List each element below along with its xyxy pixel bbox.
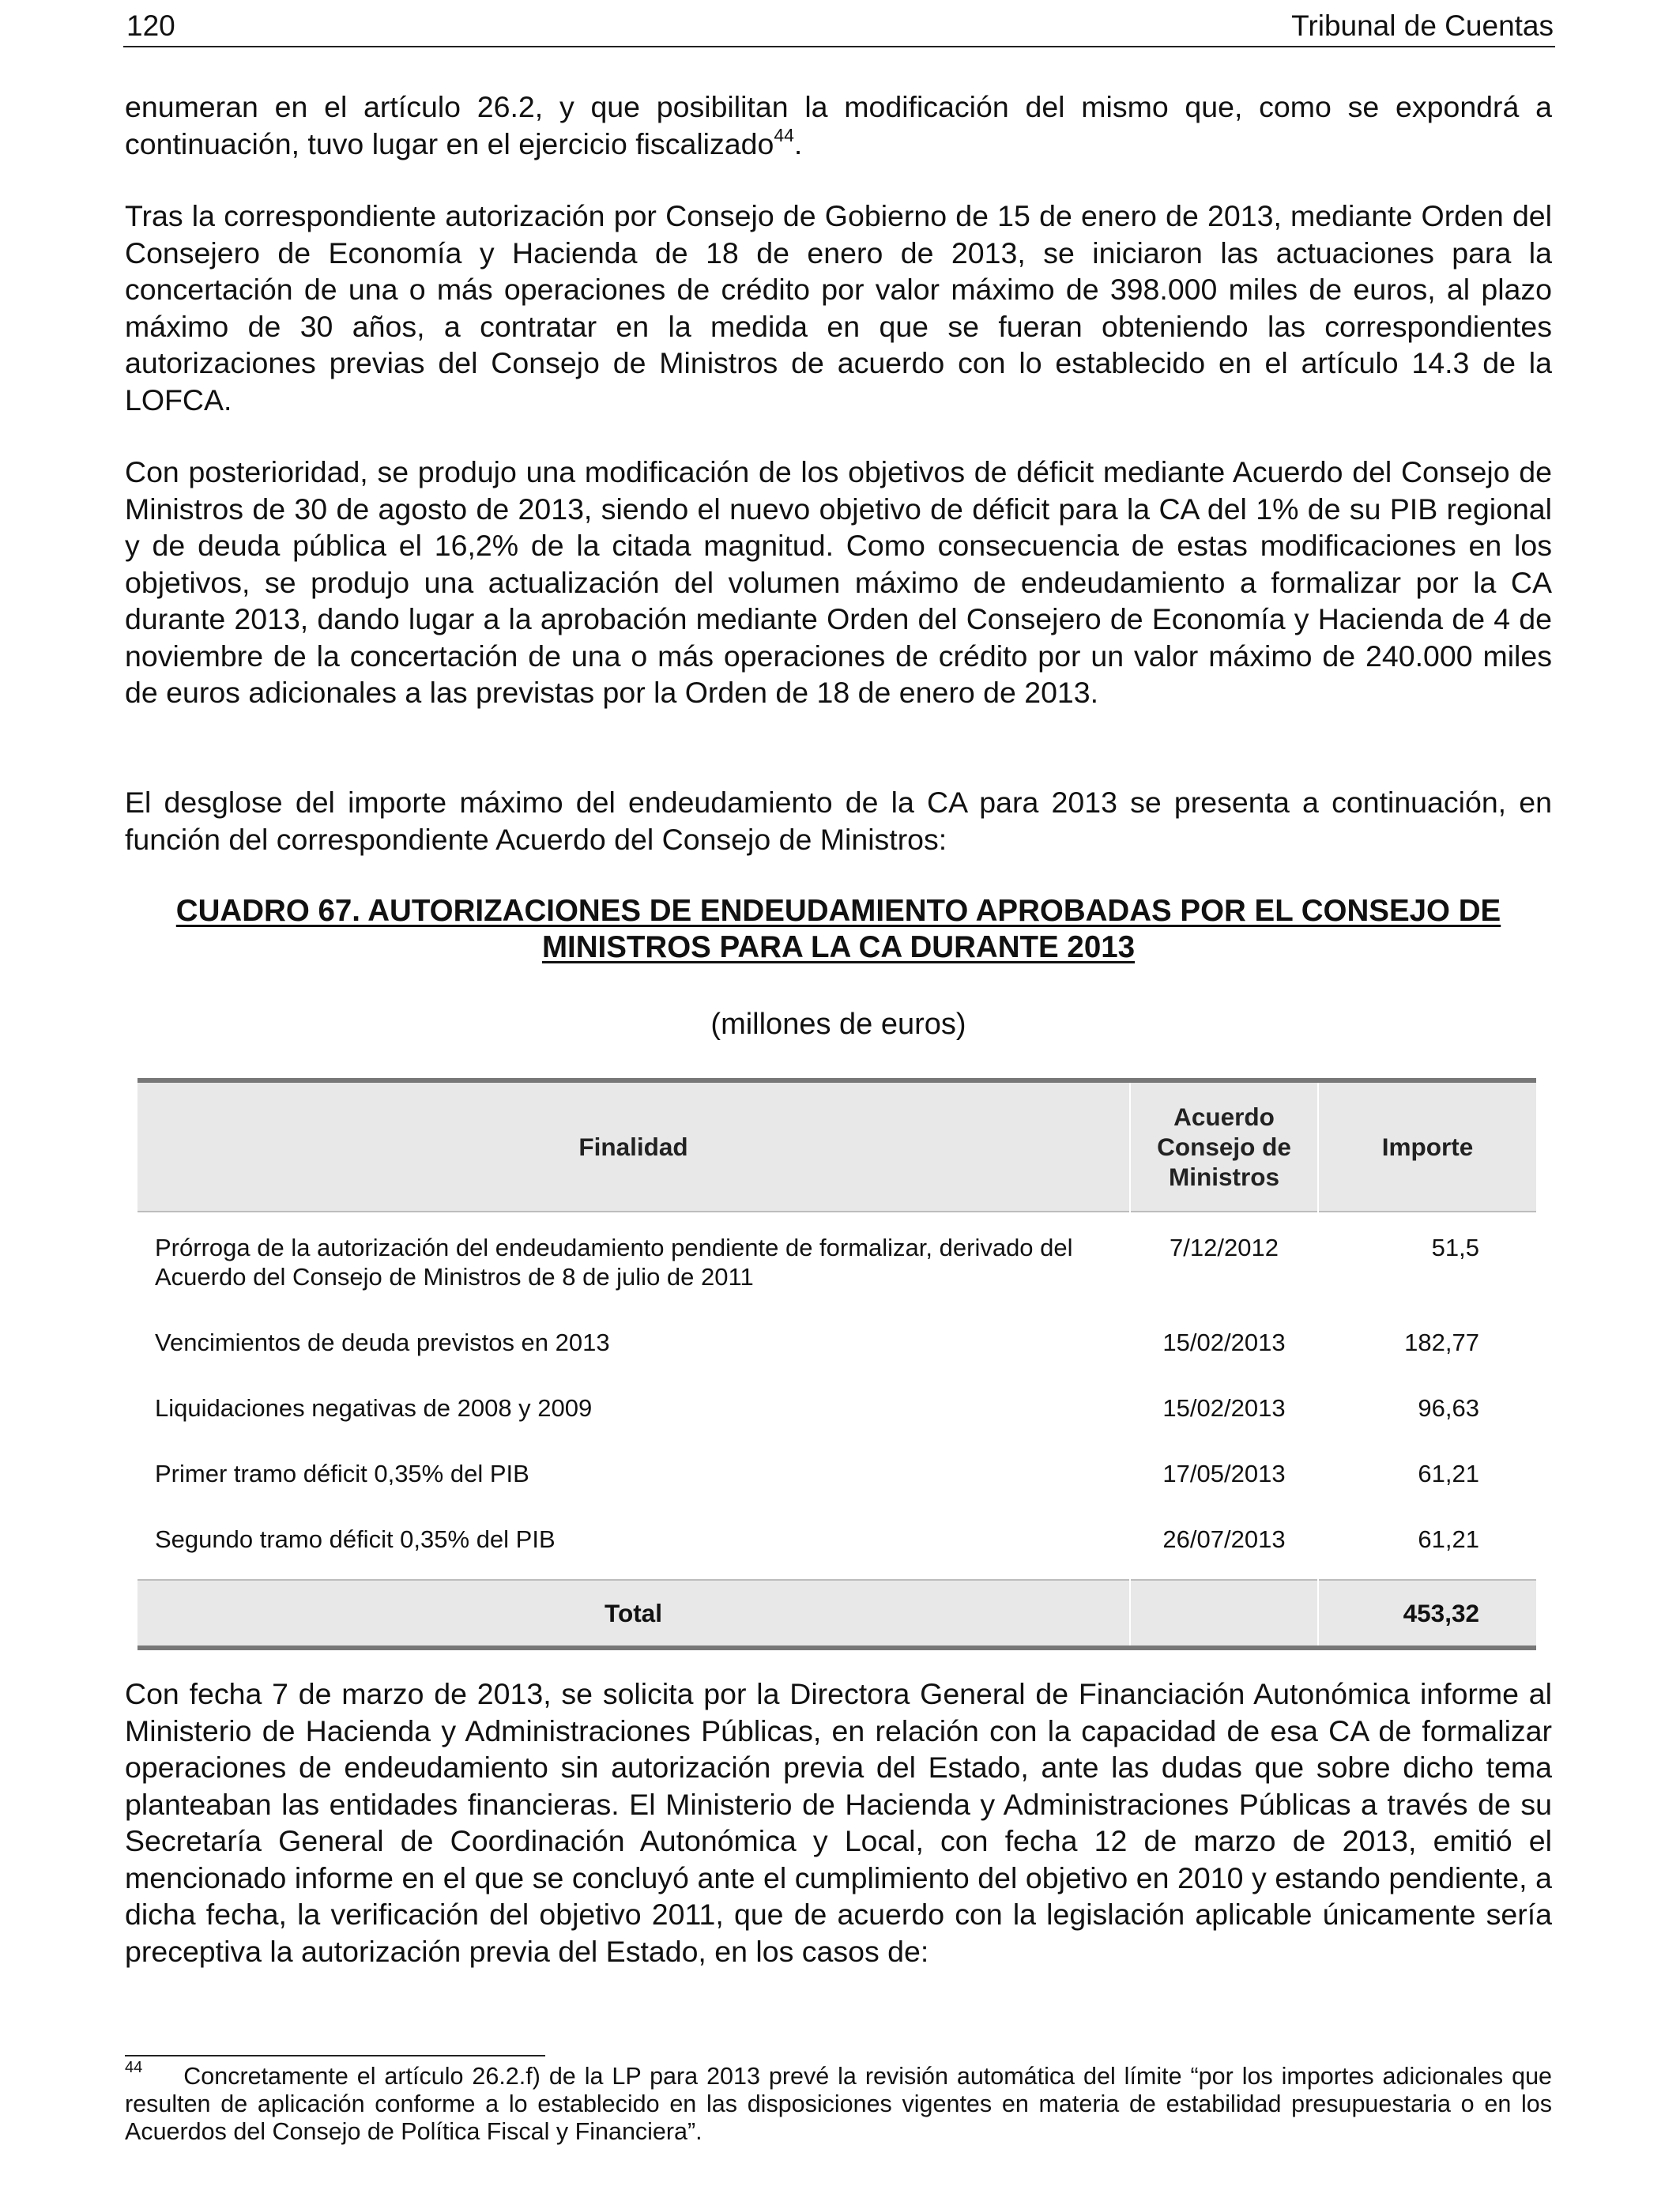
row-importe: 96,63 bbox=[1418, 1394, 1479, 1422]
row-importe: 61,21 bbox=[1418, 1460, 1479, 1487]
total-label: Total bbox=[137, 1580, 1130, 1648]
footnote-text: Concretamente el artículo 26.2.f) de la LP para 2013 prevé la revisión automática del límite “por los importes adicionales que resulten de aplicación conforme a lo establecido en las disposiciones vigentes en materia de estabilidad presupuestaria o en los Acuerdos del Consejo de Política Fiscal y Financiera”. bbox=[125, 2063, 1552, 2145]
paragraph-4 bbox=[125, 784, 1552, 858]
col-header-acuerdo-line-3: Ministros bbox=[1168, 1163, 1279, 1191]
table-row bbox=[137, 1393, 1536, 1459]
paragraph-2 bbox=[125, 198, 1552, 418]
col-header-finalidad: Finalidad bbox=[137, 1080, 1130, 1212]
table-total-row bbox=[137, 1580, 1536, 1648]
table-units: (millones de euros) bbox=[710, 1008, 966, 1041]
total-value: 453,32 bbox=[1318, 1580, 1536, 1648]
row-finalidad: Prórroga de la autorización del endeudamiento pendiente de formalizar, derivado del Acuerdo del Consejo de Ministros de 8 de julio de 2011 bbox=[155, 1234, 1073, 1291]
footnote-divider bbox=[125, 2055, 545, 2056]
table-row bbox=[137, 1459, 1536, 1525]
paragraph-1 bbox=[125, 89, 1552, 162]
row-finalidad: Liquidaciones negativas de 2008 y 2009 bbox=[155, 1394, 593, 1422]
footnote-ref[interactable]: 44 bbox=[774, 125, 794, 145]
running-title: Tribunal de Cuentas bbox=[1291, 9, 1554, 42]
footnote-number: 44 bbox=[125, 2058, 143, 2076]
table-row bbox=[137, 1525, 1536, 1580]
row-fecha: 15/02/2013 bbox=[1162, 1394, 1286, 1422]
row-importe: 61,21 bbox=[1418, 1525, 1479, 1553]
table-caption-line-2: MINISTROS PARA LA CA DURANTE 2013 bbox=[541, 930, 1136, 964]
paragraph-4-text: El desglose del importe máximo del endeudamiento de la CA para 2013 se presenta a continuación, en función del correspondiente Acuerdo del Consejo de Ministros: bbox=[125, 786, 1552, 856]
row-fecha: 26/07/2013 bbox=[1162, 1525, 1286, 1553]
total-empty-cell bbox=[1130, 1580, 1318, 1648]
page-number: 120 bbox=[126, 9, 175, 42]
paragraph-2-text: Tras la correspondiente autorización por Consejo de Gobierno de 15 de enero de 2013, mediante Orden del Consejero de Economía y Hacienda de 18 de enero de 2013, se iniciaron las actuaciones para la concertación de una o más operaciones de crédito por valor máximo de 398.000 miles de euros, al plazo máximo de 30 años, a contratar en la medida en que se fueran obteniendo las correspondientes autorizaciones previas del Consejo de Ministros de acuerdo con lo establecido en el artículo 14.3 de la LOFCA. bbox=[125, 199, 1552, 417]
row-importe: 182,77 bbox=[1404, 1329, 1479, 1356]
paragraph-5-text: Con fecha 7 de marzo de 2013, se solicita por la Directora General de Financiación Autonómica informe al Ministerio de Hacienda y Administraciones Públicas, en relación con la capacidad de esa CA de formalizar operaciones de endeudamiento sin autorización previa del Estado, ante las dudas que sobre dicho tema planteaban las entidades financieras. El Ministerio de Hacienda y Administraciones Públicas a través de su Secretaría General de Coordinación Autonómica y Local, con fecha 12 de marzo de 2013, emitió el mencionado informe en el que se concluyó ante el cumplimiento del objetivo en 2010 y estando pendiente, a dicha fecha, la verificación del objetivo 2011, que de acuerdo con la legislación aplicable únicamente sería preceptiva la autorización previa del Estado, en los casos de: bbox=[125, 1677, 1552, 1968]
col-header-acuerdo-line-2: Consejo de bbox=[1157, 1133, 1291, 1161]
footnote bbox=[125, 2058, 1552, 2146]
table-row bbox=[137, 1328, 1536, 1393]
paragraph-1-text: enumeran en el artículo 26.2, y que posibilitan la modificación del mismo que, como se expondrá a continuación, tuvo lugar en el ejercicio fiscalizado bbox=[125, 90, 1552, 160]
table-caption-line-1: CUADRO 67. AUTORIZACIONES DE ENDEUDAMIENTO APROBADAS POR EL CONSEJO DE bbox=[175, 894, 1501, 928]
col-header-acuerdo bbox=[1130, 1080, 1318, 1212]
table-caption bbox=[125, 893, 1552, 966]
table-row bbox=[137, 1212, 1536, 1328]
row-fecha: 15/02/2013 bbox=[1162, 1329, 1286, 1356]
paragraph-3-text: Con posterioridad, se produjo una modificación de los objetivos de déficit mediante Acuerdo del Consejo de Ministros de 30 de agosto de 2013, siendo el nuevo objetivo de déficit para la CA del 1% de su PIB regional y de deuda pública el 16,2% de la citada magnitud. Como consecuencia de estas modificaciones en los objetivos, se produjo una actualización del volumen máximo de endeudamiento a formalizar por la CA durante 2013, dando lugar a la aprobación mediante Orden del Consejero de Economía y Hacienda de 4 de noviembre de la concertación de una o más operaciones de crédito por un valor máximo de 240.000 miles de euros adicionales a las previstas por la Orden de 18 de enero de 2013. bbox=[125, 455, 1552, 709]
row-importe: 51,5 bbox=[1431, 1234, 1479, 1261]
page-header bbox=[123, 6, 1555, 47]
row-finalidad: Segundo tramo déficit 0,35% del PIB bbox=[155, 1525, 556, 1553]
table-header-row bbox=[137, 1080, 1536, 1212]
row-fecha: 7/12/2012 bbox=[1170, 1234, 1279, 1261]
row-finalidad: Primer tramo déficit 0,35% del PIB bbox=[155, 1460, 529, 1487]
col-header-acuerdo-line-1: Acuerdo bbox=[1173, 1103, 1275, 1131]
paragraph-5 bbox=[125, 1676, 1552, 1970]
authorization-table bbox=[137, 1078, 1536, 1650]
col-header-importe: Importe bbox=[1318, 1080, 1536, 1212]
paragraph-3 bbox=[125, 454, 1552, 711]
row-fecha: 17/05/2013 bbox=[1162, 1460, 1286, 1487]
row-finalidad: Vencimientos de deuda previstos en 2013 bbox=[155, 1329, 610, 1356]
paragraph-1-end: . bbox=[793, 126, 803, 160]
